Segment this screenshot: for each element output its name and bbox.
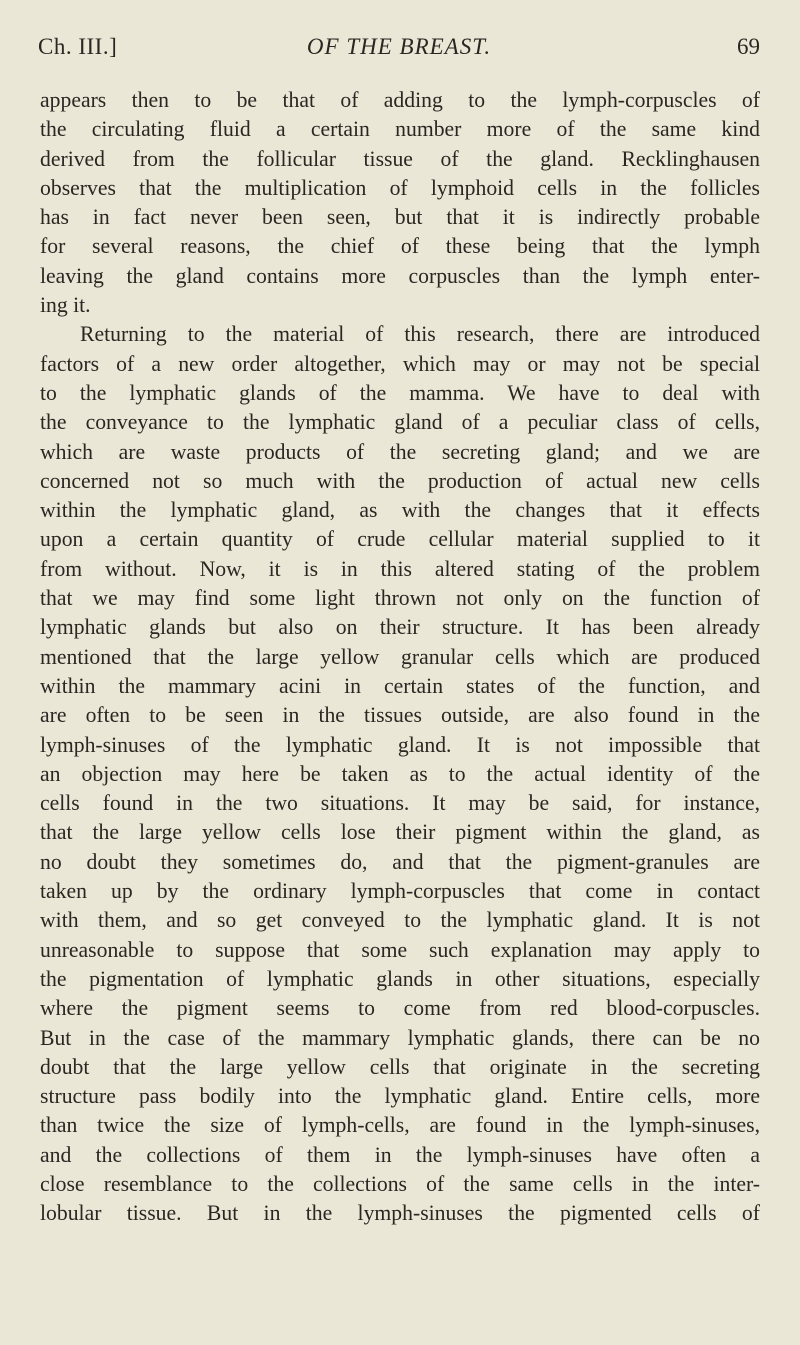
text-line: mentioned that the large yellow granular cells which are produced — [40, 644, 760, 669]
text-line: than twice the size of lymph-cells, are found in the lymph-sinuses, — [40, 1113, 760, 1138]
text-line: observes that the multiplication of lymphoid cells in the follicles — [40, 175, 760, 200]
text-line: appears then to be that of adding to the lymph-corpuscles of — [40, 88, 760, 112]
text-line: within the mammary acini in certain states of the function, and — [40, 673, 760, 698]
text-line: where the pigment seems to come from red blood-corpuscles. — [40, 996, 760, 1021]
text-line: lymph-sinuses of the lymphatic gland. It is not impossible that — [40, 732, 760, 757]
chapter-label: Ch. III.] — [38, 34, 118, 59]
text-line: taken up by the ordinary lymph-corpuscles that come in contact — [40, 879, 760, 904]
text-line: to the lymphatic glands of the mamma. We have to deal with — [40, 380, 760, 405]
text-line: close resemblance to the collections of the same cells in the inter- — [40, 1171, 760, 1196]
text-line: But in the case of the mammary lymphatic glands, there can be no — [40, 1025, 760, 1050]
text-line: with them, and so get conveyed to the lymphatic gland. It is not — [40, 908, 760, 933]
text-line: for several reasons, the chief of these being that the lymph — [40, 234, 760, 259]
text-line: leaving the gland contains more corpuscles than the lymph enter- — [40, 263, 760, 288]
text-line: and the collections of them in the lymph-sinuses have often a — [40, 1142, 760, 1167]
text-line: lymphatic glands but also on their structure. It has been already — [40, 615, 760, 640]
text-line: ing it. — [40, 293, 91, 318]
text-line: which are waste products of the secreting gland; and we are — [40, 439, 760, 464]
text-line: that the large yellow cells lose their pigment within the gland, as — [40, 820, 760, 845]
text-line: from without. Now, it is in this altered stating of the problem — [40, 556, 760, 581]
text-line: the conveyance to the lymphatic gland of a peculiar class of cells, — [40, 410, 760, 435]
paragraph-start-line: Returning to the material of this research, there are introduced — [80, 322, 760, 347]
text-line: the circulating fluid a certain number more of the same kind — [40, 117, 760, 142]
text-line: factors of a new order altogether, which may or may not be special — [40, 351, 760, 376]
text-line: an objection may here be taken as to the actual identity of the — [40, 761, 760, 786]
text-line: concerned not so much with the production of actual new cells — [40, 468, 760, 493]
text-line: doubt that the large yellow cells that originate in the secreting — [40, 1054, 760, 1079]
text-line: upon a certain quantity of crude cellular material supplied to it — [40, 527, 760, 552]
running-title: OF THE BREAST. — [306, 34, 492, 59]
text-line: lobular tissue. But in the lymph-sinuses the pigmented cells of — [40, 1201, 760, 1226]
body-text — [40, 86, 760, 1229]
text-line: that we may find some light thrown not only on the function of — [40, 586, 760, 611]
text-line: cells found in the two situations. It may be said, for instance, — [40, 791, 760, 816]
text-line: no doubt they sometimes do, and that the pigment-granules are — [40, 849, 760, 874]
text-line: has in fact never been seen, but that it is indirectly probable — [40, 205, 760, 230]
text-line: within the lymphatic gland, as with the changes that it effects — [40, 498, 760, 523]
running-head — [38, 34, 760, 68]
text-line: are often to be seen in the tissues outside, are also found in the — [40, 703, 760, 728]
text-line: unreasonable to suppose that some such explanation may apply to — [40, 937, 760, 962]
page-number: 69 — [737, 34, 760, 59]
text-line: structure pass bodily into the lymphatic gland. Entire cells, more — [40, 1084, 760, 1109]
text-line: derived from the follicular tissue of the gland. Recklinghausen — [40, 146, 760, 171]
text-line: the pigmentation of lymphatic glands in other situations, especially — [40, 966, 760, 991]
